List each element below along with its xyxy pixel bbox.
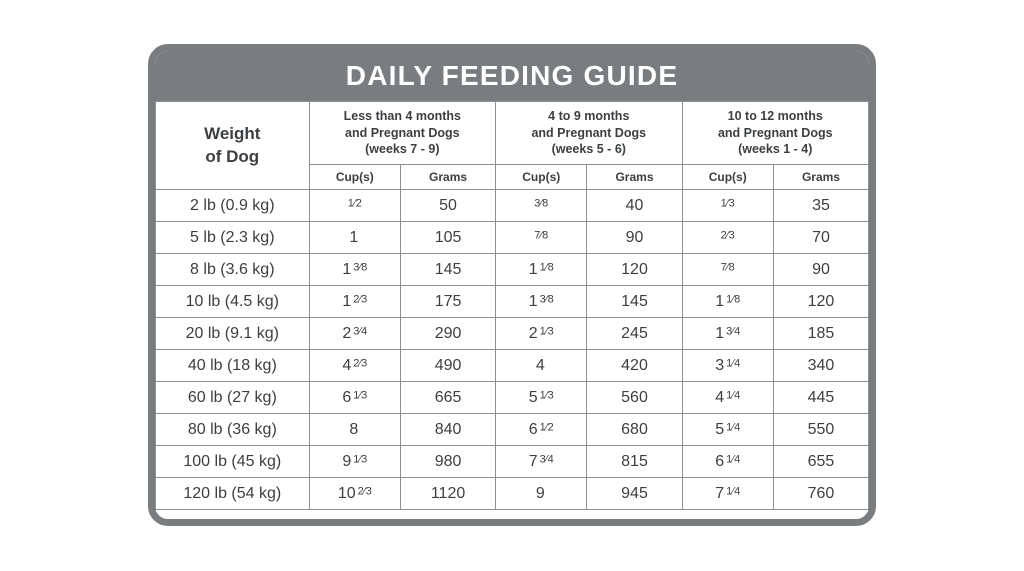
header-group-3-line1: 10 to 12 months — [727, 108, 823, 123]
cell-group-1-grams: 490 — [401, 350, 496, 382]
table-row — [156, 190, 869, 222]
table-row — [156, 478, 869, 510]
table-body — [156, 190, 869, 510]
cell-group-1-grams: 1120 — [401, 478, 496, 510]
cell-group-1-grams: 145 — [401, 254, 496, 286]
subheader-group-1-grams: Grams — [401, 165, 496, 190]
subheader-group-1-cups: Cup(s) — [309, 165, 400, 190]
cell-group-2-grams: 40 — [587, 190, 682, 222]
cell-group-1-cups: 1 $^{3⁄8}$ — [309, 254, 400, 286]
cell-group-2-grams: 680 — [587, 414, 682, 446]
cell-group-1-grams: 50 — [401, 190, 496, 222]
cell-weight: 5 lb (2.3 kg) — [156, 222, 310, 254]
cell-group-3-cups: 1 $^{1⁄8}$ — [682, 286, 773, 318]
header-group-2-line2: and Pregnant Dogs — [531, 125, 647, 140]
cell-weight: 20 lb (9.1 kg) — [156, 318, 310, 350]
cell-group-3-grams: 760 — [773, 478, 868, 510]
cell-group-3-cups: 5 $^{1⁄4}$ — [682, 414, 773, 446]
header-group-3-line3: (weeks 1 - 4) — [738, 142, 813, 157]
cell-weight: 8 lb (3.6 kg) — [156, 254, 310, 286]
cell-group-2-grams: 420 — [587, 350, 682, 382]
cell-group-2-cups: 7⁄8 — [496, 222, 587, 254]
daily-feeding-table — [155, 101, 869, 510]
cell-weight: 100 lb (45 kg) — [156, 446, 310, 478]
cell-group-2-grams: 145 — [587, 286, 682, 318]
cell-group-3-cups: 2⁄3 — [682, 222, 773, 254]
cell-group-3-cups: 7 $^{1⁄4}$ — [682, 478, 773, 510]
cell-weight: 10 lb (4.5 kg) — [156, 286, 310, 318]
subheader-group-2-cups: Cup(s) — [496, 165, 587, 190]
cell-group-2-grams: 560 — [587, 382, 682, 414]
cell-group-1-cups: 1⁄2 — [309, 190, 400, 222]
cell-group-2-grams: 245 — [587, 318, 682, 350]
header-group-2-line1: 4 to 9 months — [548, 108, 630, 123]
page-title: DAILY FEEDING GUIDE — [345, 60, 679, 91]
cell-group-3-cups: 1⁄3 — [682, 190, 773, 222]
feeding-guide-card — [148, 44, 876, 526]
subheader-group-2-grams: Grams — [587, 165, 682, 190]
cell-group-3-cups: 3 $^{1⁄4}$ — [682, 350, 773, 382]
cell-group-3-grams: 550 — [773, 414, 868, 446]
cell-group-2-cups: 3⁄8 — [496, 190, 587, 222]
cell-group-3-grams: 655 — [773, 446, 868, 478]
cell-group-1-cups: 2 $^{3⁄4}$ — [309, 318, 400, 350]
cell-weight: 80 lb (36 kg) — [156, 414, 310, 446]
table-row — [156, 446, 869, 478]
cell-group-3-cups: 7⁄8 — [682, 254, 773, 286]
cell-weight: 2 lb (0.9 kg) — [156, 190, 310, 222]
cell-group-2-cups: 1 $^{1⁄8}$ — [496, 254, 587, 286]
cell-group-1-cups: 1 $^{2⁄3}$ — [309, 286, 400, 318]
cell-weight: 40 lb (18 kg) — [156, 350, 310, 382]
cell-group-1-grams: 105 — [401, 222, 496, 254]
cell-group-3-cups: 6 $^{1⁄4}$ — [682, 446, 773, 478]
cell-group-2-grams: 945 — [587, 478, 682, 510]
cell-group-3-grams: 445 — [773, 382, 868, 414]
cell-group-2-cups: 1 $^{3⁄8}$ — [496, 286, 587, 318]
cell-group-3-grams: 90 — [773, 254, 868, 286]
cell-group-3-grams: 120 — [773, 286, 868, 318]
subheader-group-3-grams: Grams — [773, 165, 868, 190]
header-weight-of-dog — [156, 102, 310, 190]
cell-group-1-cups: 6 $^{1⁄3}$ — [309, 382, 400, 414]
header-weight-line1: Weight — [204, 124, 261, 144]
cell-group-2-cups: 5 $^{1⁄3}$ — [496, 382, 587, 414]
cell-group-2-cups: 2 $^{1⁄3}$ — [496, 318, 587, 350]
cell-group-2-cups: 4 — [496, 350, 587, 382]
table-row — [156, 414, 869, 446]
table-row — [156, 350, 869, 382]
header-group-2-line3: (weeks 5 - 6) — [551, 142, 626, 157]
cell-group-3-grams: 70 — [773, 222, 868, 254]
header-weight-line2: of Dog — [205, 146, 260, 166]
card-title-bar — [155, 51, 869, 101]
header-group-3 — [682, 102, 869, 165]
table-row — [156, 318, 869, 350]
cell-weight: 60 lb (27 kg) — [156, 382, 310, 414]
cell-group-1-grams: 840 — [401, 414, 496, 446]
table-row — [156, 286, 869, 318]
cell-weight: 120 lb (54 kg) — [156, 478, 310, 510]
cell-group-3-cups: 4 $^{1⁄4}$ — [682, 382, 773, 414]
header-group-1-line1: Less than 4 months — [343, 108, 462, 123]
cell-group-3-grams: 185 — [773, 318, 868, 350]
cell-group-2-grams: 815 — [587, 446, 682, 478]
cell-group-1-cups: 10 $^{2⁄3}$ — [309, 478, 400, 510]
header-group-3-line2: and Pregnant Dogs — [717, 125, 833, 140]
cell-group-1-grams: 175 — [401, 286, 496, 318]
table-row — [156, 254, 869, 286]
cell-group-2-cups: 7 $^{3⁄4}$ — [496, 446, 587, 478]
header-group-2 — [496, 102, 682, 165]
cell-group-1-cups: 4 $^{2⁄3}$ — [309, 350, 400, 382]
cell-group-1-cups: 9 $^{1⁄3}$ — [309, 446, 400, 478]
cell-group-1-grams: 980 — [401, 446, 496, 478]
subheader-group-3-cups: Cup(s) — [682, 165, 773, 190]
cell-group-2-cups: 6 $^{1⁄2}$ — [496, 414, 587, 446]
cell-group-3-cups: 1 $^{3⁄4}$ — [682, 318, 773, 350]
cell-group-2-grams: 90 — [587, 222, 682, 254]
cell-group-3-grams: 340 — [773, 350, 868, 382]
cell-group-1-cups: 1 — [309, 222, 400, 254]
cell-group-1-grams: 290 — [401, 318, 496, 350]
cell-group-1-grams: 665 — [401, 382, 496, 414]
table-row — [156, 222, 869, 254]
cell-group-2-cups: 9 — [496, 478, 587, 510]
table-row — [156, 382, 869, 414]
cell-group-1-cups: 8 — [309, 414, 400, 446]
header-group-1-line3: (weeks 7 - 9) — [365, 142, 440, 157]
cell-group-2-grams: 120 — [587, 254, 682, 286]
header-group-1 — [309, 102, 495, 165]
table-group-header-row — [156, 102, 869, 165]
cell-group-3-grams: 35 — [773, 190, 868, 222]
header-group-1-line2: and Pregnant Dogs — [345, 125, 460, 140]
